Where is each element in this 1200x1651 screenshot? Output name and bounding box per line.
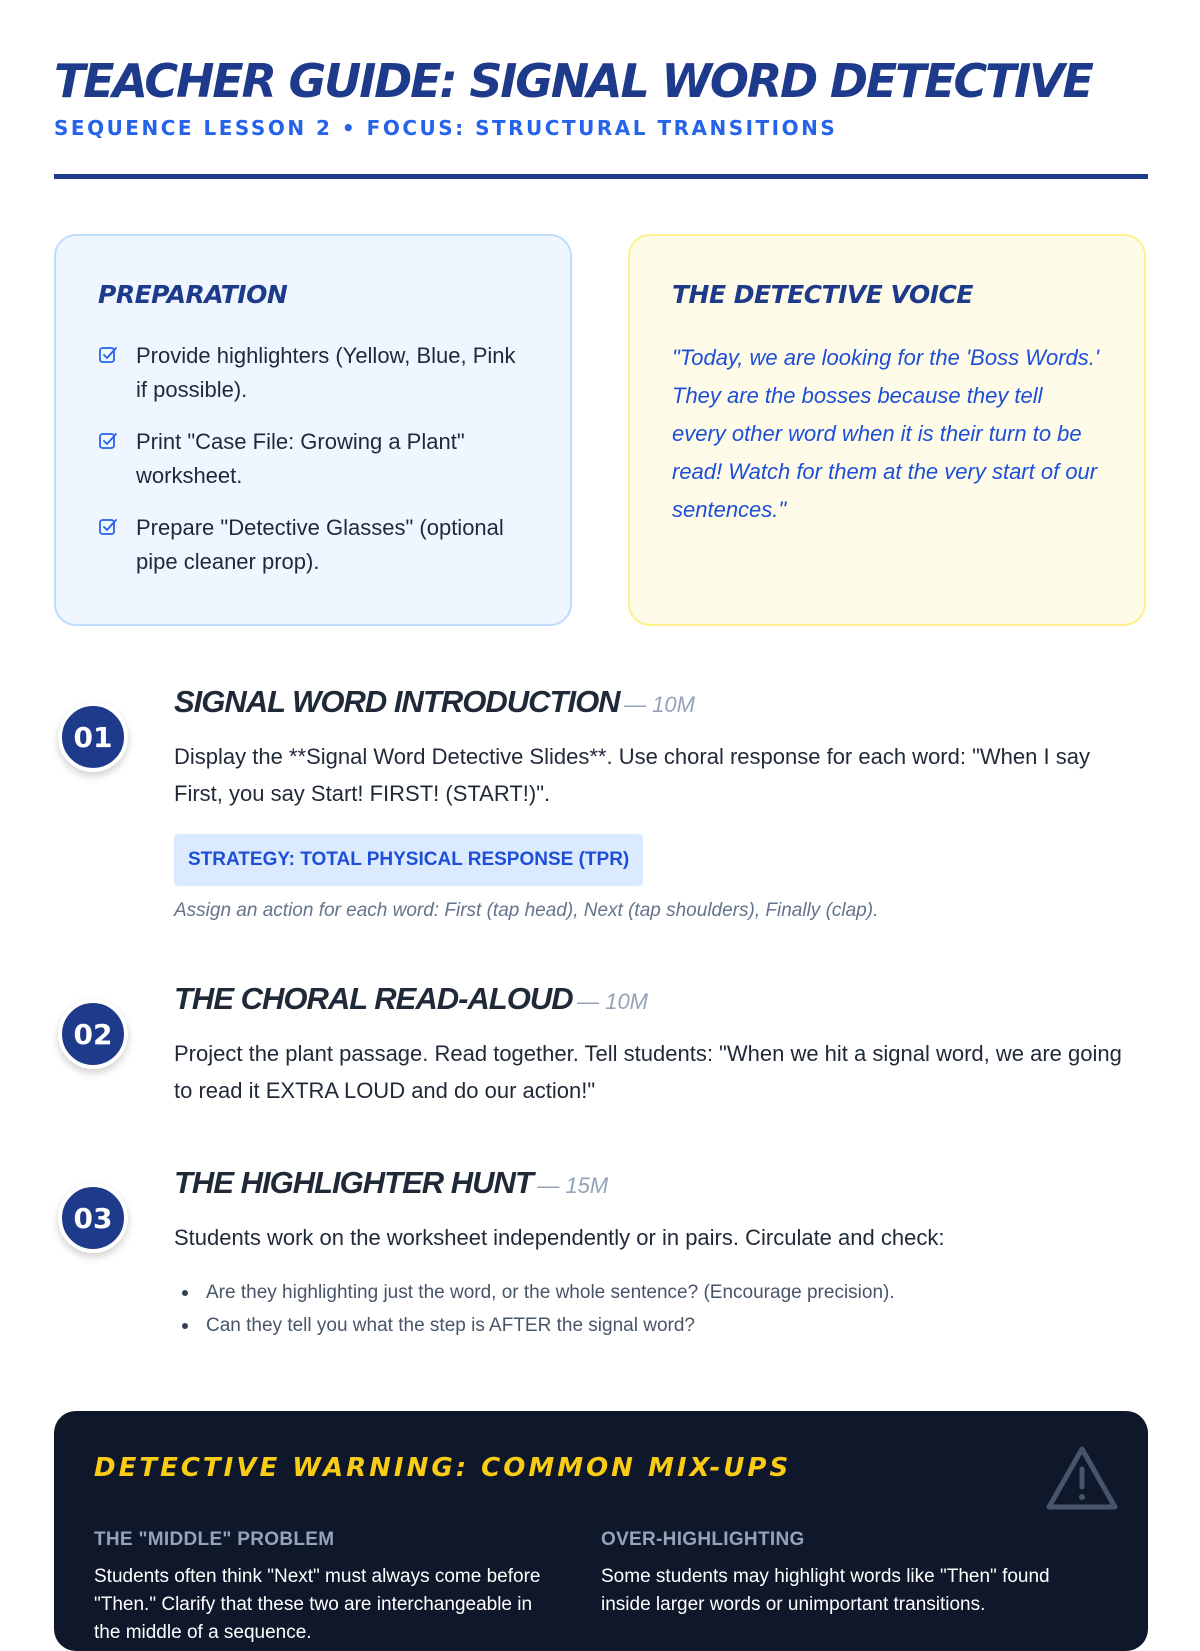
step-heading [174, 684, 1148, 728]
step-description: Project the plant passage. Read together. Tell students: "When we hit a signal word, we are going to read it EXTRA LOUD and do our action!" [174, 1041, 1122, 1103]
warning-column [601, 1529, 1108, 1647]
step-title: THE HIGHLIGHTER HUNT [174, 1165, 533, 1200]
strategy-note: Assign an action for each word: First (tap head), Next (tap shoulders), Finally (clap). [174, 900, 879, 921]
step-description: Display the **Signal Word Detective Slides**. Use choral response for each word: "When I say First, you say Start! FIRST! (START!)". [174, 744, 1090, 806]
page-subtitle: SEQUENCE LESSON 2 • FOCUS: STRUCTURAL TRANSITIONS [54, 116, 838, 140]
step-heading [174, 1165, 1148, 1209]
warning-column-text: Students often think "Next" must always come before "Then." Clarify that these two are interchangeable in the middle of a sequence. [94, 1566, 541, 1643]
step-description: Students work on the worksheet independently or in pairs. Circulate and check: [174, 1225, 945, 1250]
detective-warning-panel [54, 1411, 1148, 1651]
warning-column-heading: THE "MIDDLE" PROBLEM [94, 1529, 335, 1550]
preparation-card [54, 234, 572, 626]
detective-voice-quote: "Today, we are looking for the 'Boss Words.' They are the bosses because they tell every other word when it is their turn to be read! Watch for them at the very start of our sentences." [672, 345, 1100, 522]
strategy-tag: STRATEGY: TOTAL PHYSICAL RESPONSE (TPR) [174, 834, 643, 886]
teacher-guide-page [54, 0, 1148, 1643]
detective-voice-card [628, 234, 1146, 626]
title-divider [54, 174, 1148, 179]
checkbox-checked-icon [98, 517, 118, 537]
preparation-title: PREPARATION [98, 280, 288, 309]
check-list-item: Are they highlighting just the word, or the whole sentence? (Encourage precision). [174, 1276, 1148, 1309]
warning-title: DETECTIVE WARNING: COMMON MIX-UPS [94, 1453, 792, 1483]
warning-column [94, 1529, 601, 1647]
step-duration: — 10M [577, 989, 649, 1014]
step-number-badge: 02 [58, 999, 128, 1069]
detective-voice-title: THE DETECTIVE VOICE [672, 280, 973, 309]
step-heading [174, 981, 1148, 1025]
step-number-badge: 03 [58, 1183, 128, 1253]
step-duration: — 10M [624, 692, 695, 717]
warning-triangle-icon [1044, 1443, 1120, 1513]
warning-columns [94, 1529, 1108, 1647]
preparation-item-text: Provide highlighters (Yellow, Blue, Pink if possible). [136, 343, 516, 402]
checkbox-checked-icon [98, 431, 118, 451]
checkbox-checked-icon [98, 345, 118, 365]
step-title: SIGNAL WORD INTRODUCTION [174, 684, 620, 719]
preparation-item [98, 339, 528, 407]
step-body [174, 684, 1148, 922]
step-number-badge: 01 [58, 702, 128, 772]
page-title: TEACHER GUIDE: SIGNAL WORD DETECTIVE [54, 54, 1092, 108]
step-body [174, 1165, 1148, 1342]
step-duration: — 15M [537, 1173, 609, 1198]
preparation-list [98, 339, 528, 579]
preparation-item-text: Print "Case File: Growing a Plant" worksheet. [136, 429, 465, 488]
check-list-item: Can they tell you what the step is AFTER the signal word? [174, 1309, 1148, 1342]
preparation-item [98, 511, 528, 579]
preparation-item-text: Prepare "Detective Glasses" (optional pipe cleaner prop). [136, 515, 504, 574]
step-title: THE CHORAL READ-ALOUD [174, 981, 573, 1016]
warning-column-heading: OVER-HIGHLIGHTING [601, 1529, 805, 1550]
check-list [174, 1276, 1148, 1342]
step-body [174, 981, 1148, 1109]
preparation-item [98, 425, 528, 493]
warning-column-text: Some students may highlight words like "Then" found inside larger words or unimportant transitions. [601, 1566, 1050, 1615]
